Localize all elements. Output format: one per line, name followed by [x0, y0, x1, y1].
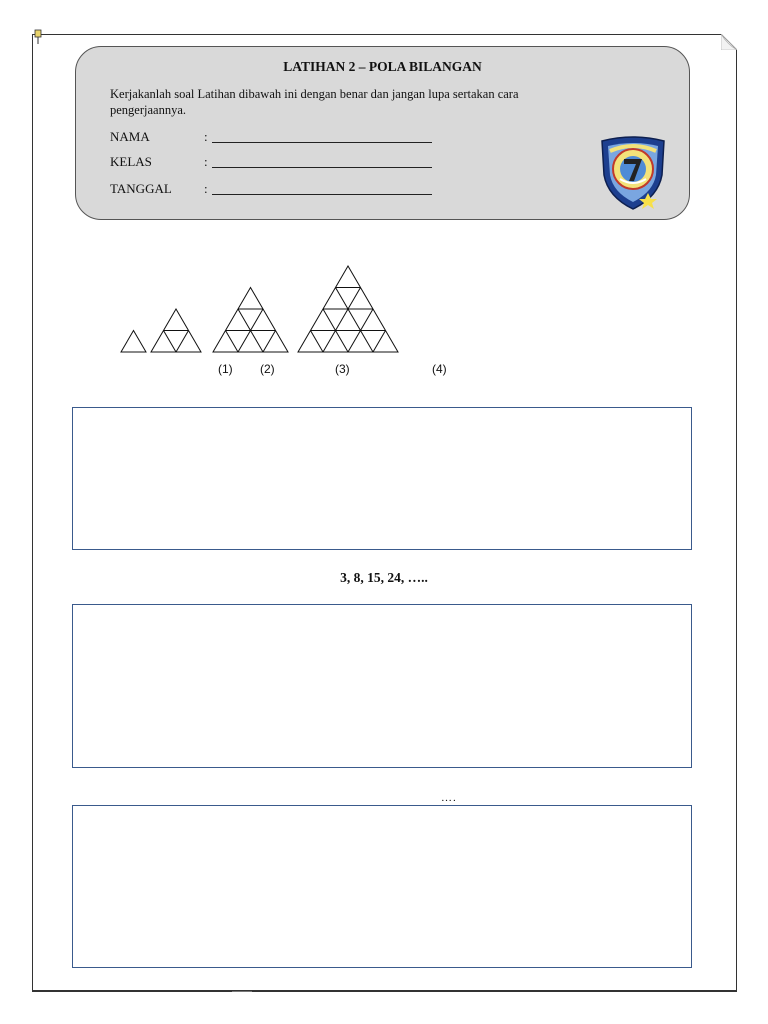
anchor-icon — [33, 29, 43, 45]
date-blank-line[interactable] — [212, 182, 432, 195]
triangle-grid-line — [226, 331, 239, 353]
class-blank-line[interactable] — [212, 155, 432, 168]
triangle-grid-line — [263, 331, 276, 353]
figure-label-1: (1) — [218, 362, 233, 376]
school-shield-emblem-icon — [598, 135, 668, 211]
triangle-grid-line — [373, 331, 386, 353]
answer-box-2[interactable] — [72, 604, 692, 768]
field-label: NAMA — [110, 129, 150, 144]
page-title: LATIHAN 2 – POLA BILANGAN — [283, 59, 482, 74]
divider — [232, 991, 252, 992]
triangle-figure-4 — [298, 266, 398, 352]
date-field: TANGGAL : — [110, 181, 432, 197]
answer-box-3[interactable] — [72, 805, 692, 968]
triangle-grid-line — [176, 331, 189, 353]
triangle-grid-line — [323, 288, 361, 353]
class-field: KELAS : — [110, 154, 432, 170]
answer-box-1[interactable] — [72, 407, 692, 550]
triangle-figure-2 — [151, 309, 201, 352]
triangle-grid-line — [336, 288, 374, 353]
name-field: NAMA : — [110, 129, 432, 145]
number-sequence: 3, 8, 15, 24, ….. — [340, 570, 428, 585]
header-panel — [75, 46, 690, 220]
ellipsis-text: …. — [441, 792, 457, 804]
triangle-figure-1 — [121, 331, 146, 353]
field-label: KELAS — [110, 154, 152, 169]
triangle-pattern-figures — [110, 255, 410, 365]
triangle-outline — [213, 288, 288, 353]
figure-label-4: (4) — [432, 362, 447, 376]
triangle-figure-3 — [213, 288, 288, 353]
field-label: TANGGAL — [110, 181, 172, 196]
name-blank-line[interactable] — [212, 130, 432, 143]
triangle-grid-line — [311, 331, 324, 353]
figure-label-2: (2) — [260, 362, 275, 376]
page-curl-icon — [721, 34, 737, 50]
triangle-grid-line — [164, 331, 177, 353]
triangle-outline — [121, 331, 146, 353]
instruction-text: Kerjakanlah soal Latihan dibawah ini dengan benar dan jangan lupa sertakan cara pengerjaannya. — [110, 87, 519, 117]
figure-label-3: (3) — [335, 362, 350, 376]
